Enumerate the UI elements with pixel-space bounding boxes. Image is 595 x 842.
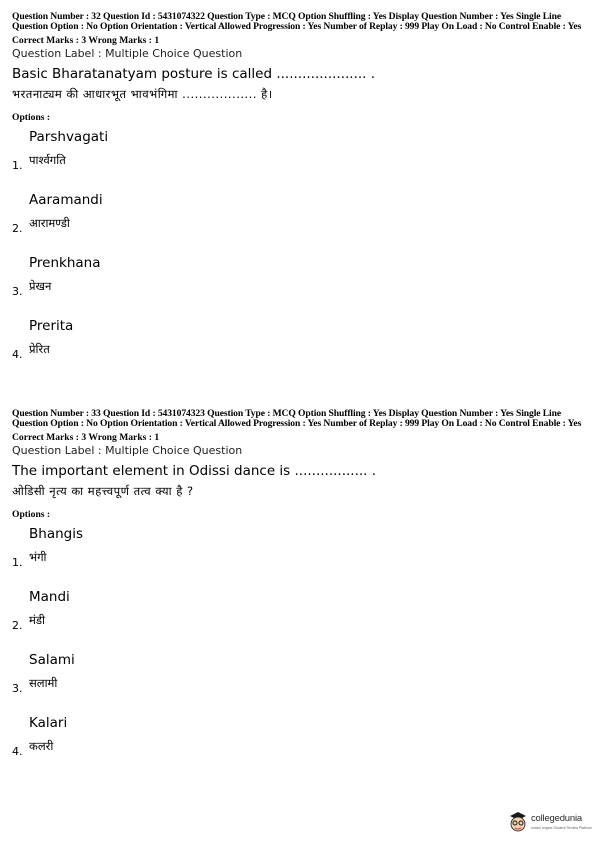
collegedunia-logo[interactable] [505,808,593,838]
option-4[interactable] [12,318,585,381]
option-text-hi: कलरी [29,738,54,753]
option-4[interactable] [12,715,585,778]
option-text-hi: सलामी [29,675,58,690]
option-1[interactable] [12,526,585,589]
option-2[interactable] [12,589,585,652]
option-text-en: Bhangis [29,525,83,542]
option-text-en: Aaramandi [29,191,103,208]
option-text-en: Salami [29,651,75,668]
question-block-32 [12,12,585,381]
option-text-hi: प्रेखन [29,278,52,293]
question-meta: Question Number : 32 Question Id : 5431074322 Question Type : MCQ Option Shuffling : Yes Display Question Number : Yes Single Line Question Option : No Option Orientation : Vertical Allowed Progression : Yes Number of Replay : 999 Play On Load : No Control Enable : Yes [12,11,582,33]
question-label: Question Label : Multiple Choice Question [12,443,243,457]
question-marks: Correct Marks : 3 Wrong Marks : 1 [12,431,160,443]
option-text-hi: मंडी [29,612,46,627]
options-label: Options : [12,508,51,520]
option-number: 1. [12,158,23,172]
option-number: 2. [12,618,23,632]
logo-tagline: India's largest Student Review Platform [531,826,592,830]
question-meta: Question Number : 33 Question Id : 5431074323 Question Type : MCQ Option Shuffling : Yes Display Question Number : Yes Single Line Question Option : No Option Orientation : Vertical Allowed Progression : Yes Number of Replay : 999 Play On Load : No Control Enable : Yes [12,408,582,430]
option-text-hi: प्रेरित [29,341,50,356]
mascot-icon [507,810,529,834]
option-number: 4. [12,744,23,758]
logo-wordmark: collegedunia [531,813,582,824]
option-number: 2. [12,221,23,235]
options-label: Options : [12,111,51,123]
option-text-hi: पार्श्वगति [29,152,66,167]
option-number: 1. [12,555,23,569]
option-text-en: Prenkhana [29,254,101,271]
option-text-hi: भंगी [29,549,47,564]
question-text-hi: भरतनाट्यम की आधारभूत भावभंगिमा .................. है। [12,86,273,101]
options-list [12,129,585,381]
option-number: 3. [12,284,23,298]
option-3[interactable] [12,652,585,715]
option-text-en: Mandi [29,588,70,605]
question-marks: Correct Marks : 3 Wrong Marks : 1 [12,34,160,46]
question-label: Question Label : Multiple Choice Question [12,46,243,60]
option-1[interactable] [12,129,585,192]
option-number: 4. [12,347,23,361]
option-2[interactable] [12,192,585,255]
question-block-33 [12,409,585,778]
option-text-en: Prerita [29,317,74,334]
option-number: 3. [12,681,23,695]
option-text-hi: आरामण्डी [29,215,70,230]
question-text-en: Basic Bharatanatyam posture is called ..................... . [12,65,376,82]
question-text-hi: ओडिसी नृत्य का महत्त्वपूर्ण तत्व क्या है ? [12,483,194,498]
options-list [12,526,585,778]
question-text-en: The important element in Odissi dance is ................. . [12,462,377,479]
option-3[interactable] [12,255,585,318]
option-text-en: Parshvagati [29,128,109,145]
option-text-en: Kalari [29,714,68,731]
